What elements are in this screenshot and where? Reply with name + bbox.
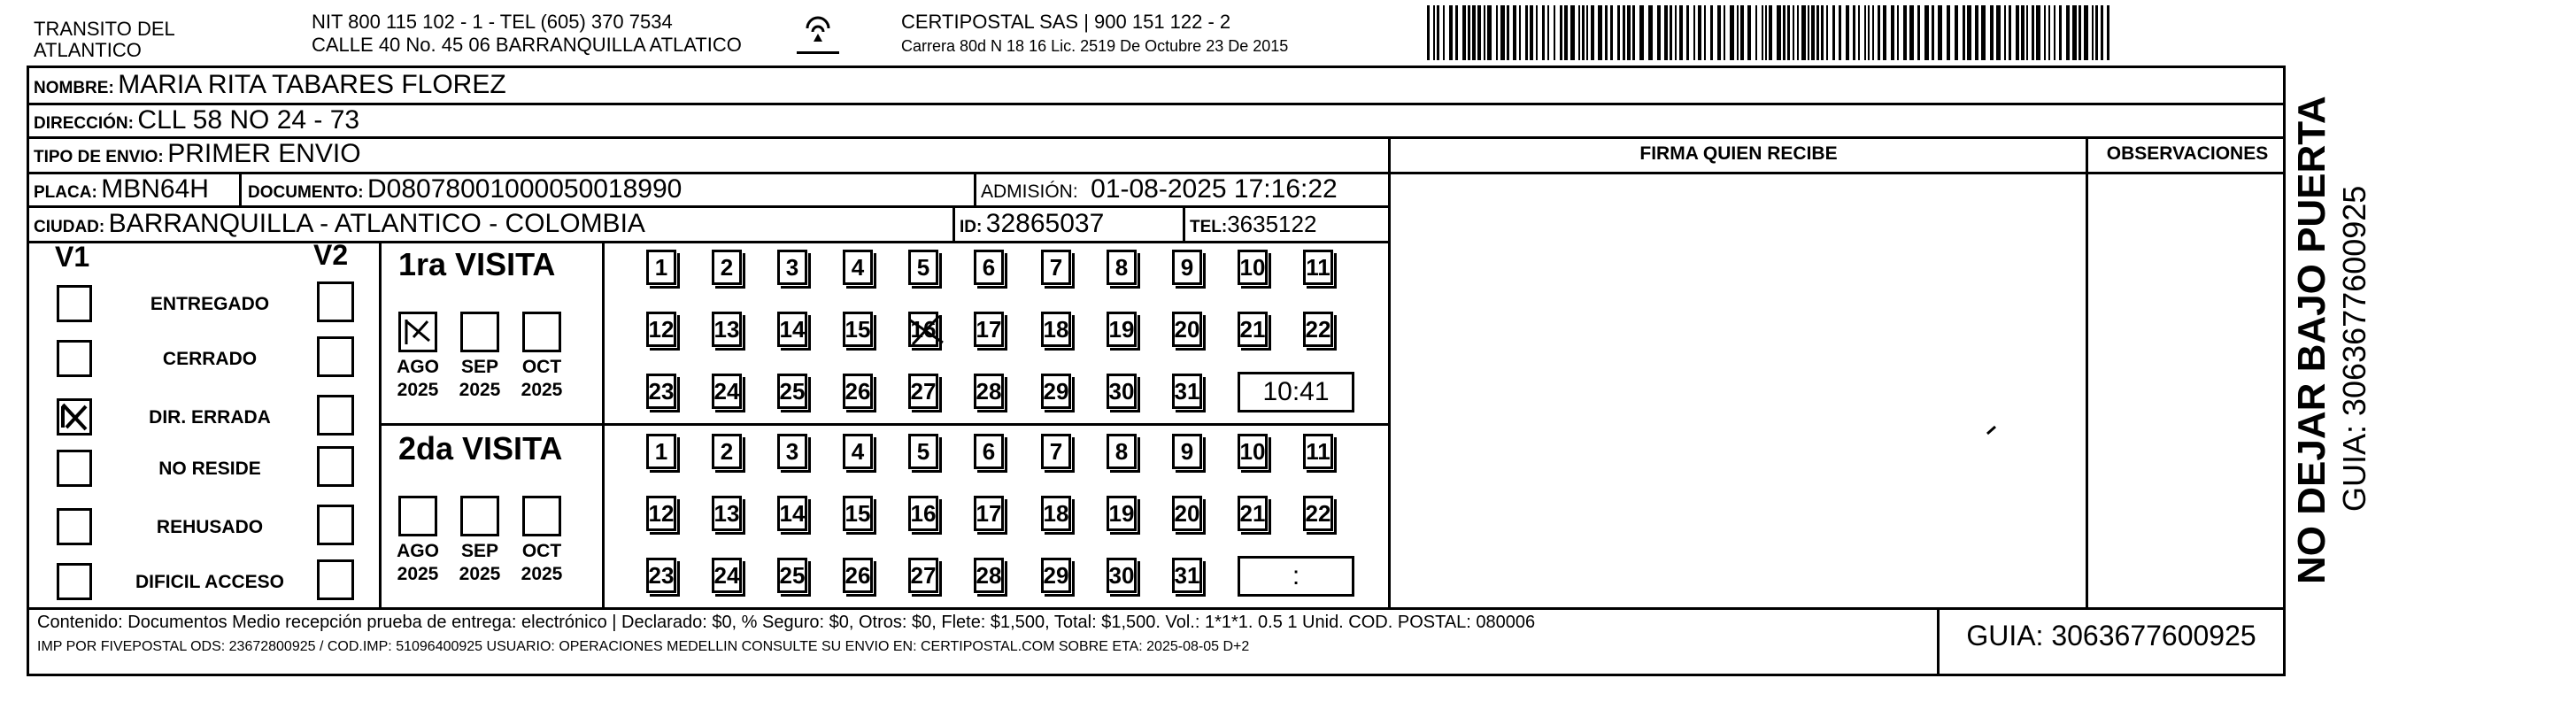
day-box[interactable]: 8	[1107, 434, 1137, 469]
v2-checkbox[interactable]	[317, 446, 354, 487]
documento-cell	[248, 174, 682, 204]
day-box[interactable]: 10	[1238, 434, 1268, 469]
day-box[interactable]: 13	[712, 496, 742, 531]
v1-checkbox[interactable]	[57, 398, 92, 436]
day-box[interactable]: 27	[908, 558, 938, 593]
check-mark-icon	[401, 314, 435, 350]
day-box[interactable]: 24	[712, 374, 742, 409]
v1-checkbox[interactable]	[57, 450, 92, 487]
placa-cell	[34, 174, 209, 204]
visit-time[interactable]: 10:41	[1238, 372, 1354, 412]
v2-checkbox[interactable]	[317, 505, 354, 545]
day-box[interactable]: 27	[908, 374, 938, 409]
day-box[interactable]: 8	[1107, 250, 1137, 285]
footer-guia: GUIA: 3063677600925	[1966, 620, 2256, 651]
month-checkbox[interactable]	[398, 496, 437, 536]
admision-cell	[981, 174, 1338, 204]
visit-title: 2da VISITA	[398, 430, 563, 466]
v1-checkbox[interactable]	[57, 340, 92, 377]
month-label: SEP	[460, 541, 499, 561]
day-box[interactable]: 17	[974, 312, 1004, 347]
day-box[interactable]: 11	[1303, 250, 1333, 285]
year-label: 2025	[459, 380, 501, 400]
nombre-row	[34, 70, 506, 100]
contenido-text: Contenido: Documentos Medio recepción prueba de entrega: electrónico | Declarado: $0, % Seguro: $0, Otros: $0, Flete: $1,500, Total: $1,500. Vol.: 1*1*1. 0.5 1 Unid. COD. POSTAL: 080006	[37, 613, 1536, 632]
status-label: NO RESIDE	[158, 459, 261, 479]
nombre-label: NOMBRE:	[34, 79, 114, 97]
day-box[interactable]: 16	[908, 496, 938, 531]
day-box[interactable]: 1	[646, 434, 676, 469]
tipo-envio-value: PRIMER ENVIO	[167, 139, 361, 168]
v2-checkbox[interactable]	[317, 336, 354, 377]
ciudad-label: CIUDAD:	[34, 218, 105, 236]
v1-checkbox[interactable]	[57, 563, 92, 600]
placa-value: MBN64H	[101, 174, 209, 204]
org-name-line2: ATLANTICO	[34, 39, 142, 61]
month-label: OCT	[521, 541, 562, 561]
firma-header: FIRMA QUIEN RECIBE	[1639, 143, 1838, 164]
direccion-label: DIRECCIÓN:	[34, 114, 134, 133]
day-box[interactable]: 4	[843, 250, 873, 285]
day-box[interactable]: 30	[1107, 374, 1137, 409]
visit-title: 1ra VISITA	[398, 246, 556, 282]
tel-value: 3635122	[1227, 211, 1317, 237]
documento-label: DOCUMENTO:	[248, 183, 364, 202]
nombre-value: MARIA RITA TABARES FLOREZ	[118, 70, 506, 99]
tel-cell	[1190, 211, 1316, 238]
day-box[interactable]: 26	[843, 558, 873, 593]
month-checkbox[interactable]	[398, 312, 437, 352]
day-box[interactable]: 23	[646, 558, 676, 593]
status-label: ENTREGADO	[150, 294, 270, 314]
day-box[interactable]: 19	[1107, 496, 1137, 531]
day-box[interactable]: 12	[646, 312, 676, 347]
v1-header: V1	[55, 241, 90, 273]
month-checkbox[interactable]	[522, 496, 561, 536]
day-box[interactable]: 19	[1107, 312, 1137, 347]
v1-checkbox[interactable]	[57, 508, 92, 545]
month-label: OCT	[521, 357, 562, 377]
day-box[interactable]: 24	[712, 558, 742, 593]
v2-checkbox[interactable]	[317, 281, 354, 322]
day-box[interactable]: 20	[1172, 312, 1202, 347]
day-box[interactable]: 7	[1041, 434, 1071, 469]
v2-checkbox[interactable]	[317, 395, 354, 436]
day-box[interactable]: 29	[1041, 374, 1071, 409]
day-box[interactable]: 25	[777, 374, 807, 409]
month-label: SEP	[460, 357, 499, 377]
day-box[interactable]: 20	[1172, 496, 1202, 531]
day-box[interactable]: 6	[974, 434, 1004, 469]
id-cell	[960, 209, 1104, 239]
day-box[interactable]: 12	[646, 496, 676, 531]
id-label: ID:	[960, 218, 983, 236]
ciudad-value: BARRANQUILLA - ATLANTICO - COLOMBIA	[108, 209, 645, 238]
day-box[interactable]: 30	[1107, 558, 1137, 593]
year-label: 2025	[521, 380, 563, 400]
day-box[interactable]: 21	[1238, 312, 1268, 347]
ciudad-cell	[34, 209, 645, 239]
visit-time[interactable]: :	[1238, 556, 1354, 597]
day-box[interactable]: 22	[1303, 312, 1333, 347]
day-box[interactable]: 31	[1172, 374, 1202, 409]
direccion-value: CLL 58 NO 24 - 73	[137, 105, 360, 135]
day-box[interactable]: 9	[1172, 250, 1202, 285]
direccion-row	[34, 105, 359, 135]
day-box[interactable]: 14	[777, 312, 807, 347]
day-box[interactable]: 9	[1172, 434, 1202, 469]
month-checkbox[interactable]	[460, 312, 499, 352]
documento-value: D08078001000050018990	[367, 174, 683, 204]
v2-header: V2	[313, 239, 349, 271]
year-label: 2025	[397, 564, 439, 584]
day-box[interactable]: 18	[1041, 496, 1071, 531]
v2-checkbox[interactable]	[317, 559, 354, 600]
day-box[interactable]: 29	[1041, 558, 1071, 593]
address-line: CALLE 40 No. 45 06 BARRANQUILLA ATLATICO	[312, 34, 742, 56]
day-box[interactable]: 3	[777, 434, 807, 469]
day-box[interactable]: 10	[1238, 250, 1268, 285]
year-label: 2025	[459, 564, 501, 584]
day-box[interactable]: 26	[843, 374, 873, 409]
check-mark-icon	[907, 312, 946, 348]
day-box[interactable]: 17	[974, 496, 1004, 531]
day-box[interactable]: 7	[1041, 250, 1071, 285]
day-box[interactable]: 15	[843, 496, 873, 531]
imp-text: IMP POR FIVEPOSTAL ODS: 23672800925 / COD.IMP: 51096400925 USUARIO: OPERACIONES MEDELLIN CONSULTE SU ENVIO EN: CERTIPOSTAL.COM SOBRE ETA: 2025-08-05 D+2	[37, 639, 1250, 654]
day-box[interactable]: 28	[974, 558, 1004, 593]
day-box[interactable]: 28	[974, 374, 1004, 409]
nit-line: NIT 800 115 102 - 1 - TEL (605) 370 7534	[312, 11, 673, 33]
id-value: 32865037	[985, 209, 1105, 238]
day-box[interactable]: 22	[1303, 496, 1333, 531]
observaciones-header: OBSERVACIONES	[2106, 143, 2269, 164]
tipo-envio-row	[34, 139, 361, 169]
day-box[interactable]: 2	[712, 250, 742, 285]
day-box[interactable]: 3	[777, 250, 807, 285]
status-label: DIR. ERRADA	[149, 407, 271, 428]
month-label: AGO	[397, 541, 439, 561]
day-box[interactable]: 1	[646, 250, 676, 285]
day-box[interactable]: 15	[843, 312, 873, 347]
carrier-logo-icon	[795, 14, 841, 63]
side-warning: NO DEJAR BAJO PUERTA	[2290, 96, 2333, 584]
day-box[interactable]: 16	[908, 312, 938, 347]
day-box[interactable]: 2	[712, 434, 742, 469]
day-box[interactable]: 6	[974, 250, 1004, 285]
day-box[interactable]: 23	[646, 374, 676, 409]
day-box[interactable]: 11	[1303, 434, 1333, 469]
admision-value: 01-08-2025 17:16:22	[1091, 174, 1338, 204]
day-box[interactable]: 18	[1041, 312, 1071, 347]
tel-label: TEL:	[1190, 218, 1228, 236]
month-checkbox[interactable]	[522, 312, 561, 352]
placa-label: PLACA:	[34, 183, 97, 202]
month-label: AGO	[397, 357, 439, 377]
status-label: DIFICIL ACCESO	[135, 572, 284, 592]
month-checkbox[interactable]	[460, 496, 499, 536]
day-box[interactable]: 13	[712, 312, 742, 347]
year-label: 2025	[397, 380, 439, 400]
status-label: CERRADO	[162, 349, 258, 369]
carrier-line: CERTIPOSTAL SAS | 900 151 122 - 2	[901, 11, 1231, 33]
day-box[interactable]: 4	[843, 434, 873, 469]
year-label: 2025	[521, 564, 563, 584]
side-guia: GUIA: 3063677600925	[2336, 185, 2372, 512]
day-box[interactable]: 31	[1172, 558, 1202, 593]
tipo-envio-label: TIPO DE ENVIO:	[34, 148, 164, 166]
check-mark-icon	[59, 401, 89, 433]
day-box[interactable]: 14	[777, 496, 807, 531]
signature-mark	[1985, 423, 1999, 442]
org-name-line1: TRANSITO DEL	[34, 18, 175, 40]
carrier-address: Carrera 80d N 18 16 Lic. 2519 De Octubre 23 De 2015	[901, 37, 1289, 55]
day-box[interactable]: 21	[1238, 496, 1268, 531]
day-box[interactable]: 25	[777, 558, 807, 593]
v1-checkbox[interactable]	[57, 285, 92, 322]
status-label: REHUSADO	[156, 517, 264, 537]
day-box[interactable]: 5	[908, 434, 938, 469]
barcode-graphic	[1427, 5, 2116, 62]
day-box[interactable]: 5	[908, 250, 938, 285]
admision-label: ADMISIÓN:	[981, 181, 1078, 202]
